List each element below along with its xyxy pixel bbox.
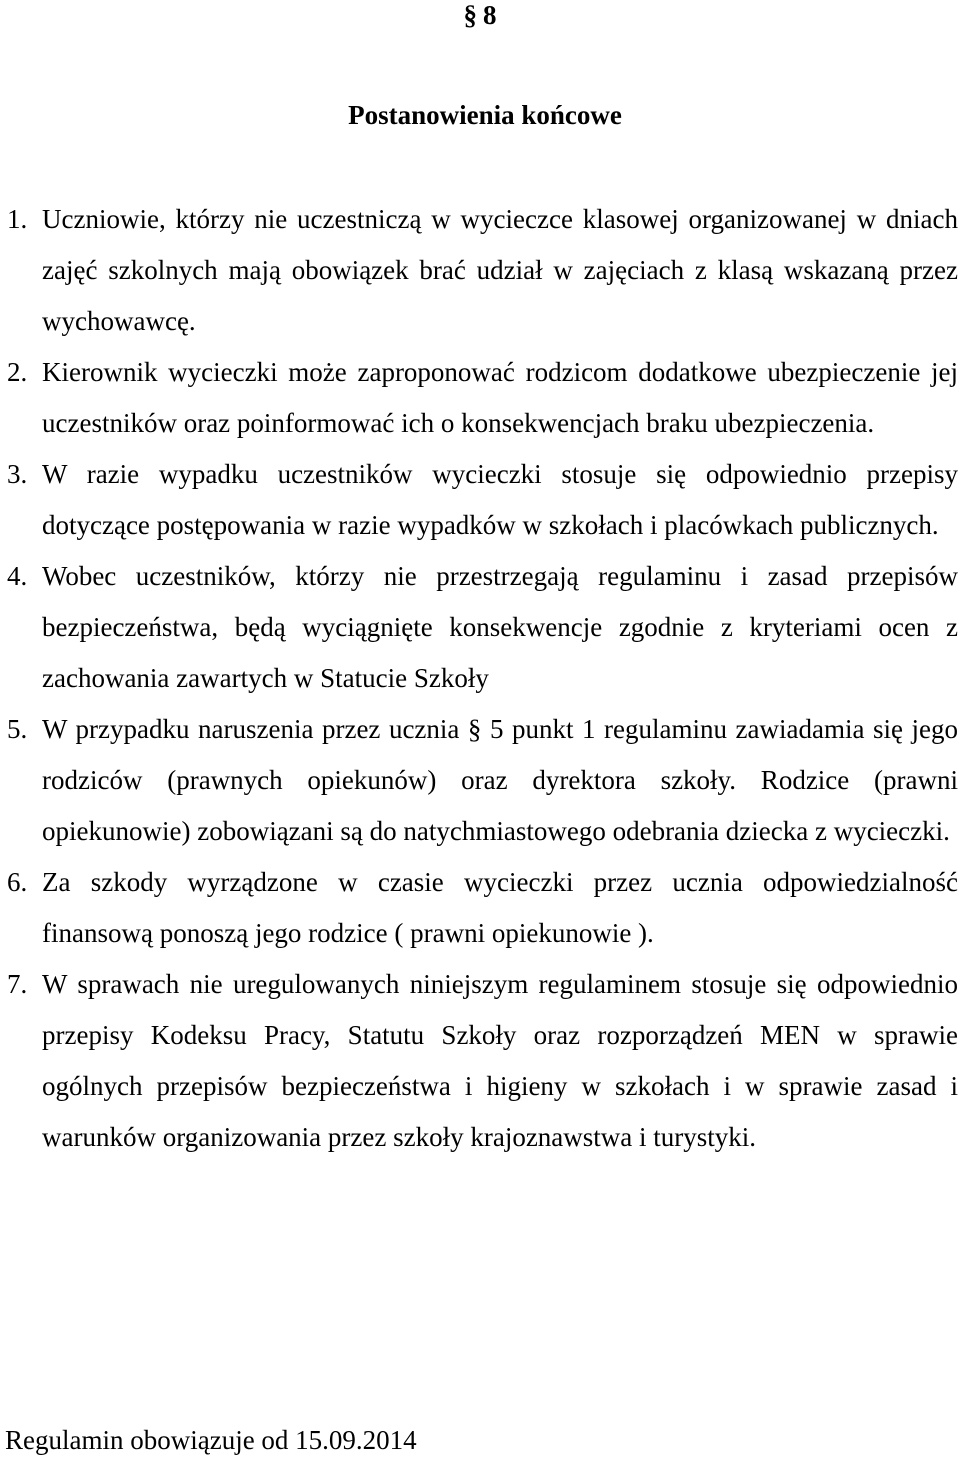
- item-text: Za szkody wyrządzone w czasie wycieczki przez ucznia odpowiedzialność finansową ponoszą jego rodzice ( prawni opiekunowie ).: [42, 867, 958, 948]
- list-item: [0, 857, 960, 959]
- item-text: W sprawach nie uregulowanych niniejszym regulaminem stosuje się odpowiednio przepisy Kodeksu Pracy, Statutu Szkoły oraz rozporządzeń MEN w sprawie ogólnych przepisów bezpieczeństwa i higieny w szkołach i w sprawie zasad i warunków organizowania przez szkoły krajoznawstwa i turystyki.: [42, 969, 958, 1152]
- provisions-list: [0, 194, 960, 1163]
- page-title: Postanowienia końcowe: [348, 100, 622, 130]
- item-number: 4.: [7, 561, 28, 591]
- section-sign: §: [463, 0, 477, 30]
- section-number-value: 8: [483, 0, 497, 30]
- list-item: [0, 959, 960, 1163]
- item-text: W razie wypadku uczestników wycieczki stosuje się odpowiednio przepisy dotyczące postępowania w razie wypadków w szkołach i placówkach publicznych.: [42, 459, 958, 540]
- item-number: 1.: [7, 204, 28, 234]
- effective-date-footer: Regulamin obowiązuje od 15.09.2014: [5, 1425, 417, 1455]
- list-item: [0, 347, 960, 449]
- item-text: Kierownik wycieczki może zaproponować rodzicom dodatkowe ubezpieczenie jej uczestników oraz poinformować ich o konsekwencjach braku ubezpieczenia.: [42, 357, 958, 438]
- item-number: 2.: [7, 357, 28, 387]
- item-text: W przypadku naruszenia przez ucznia § 5 punkt 1 regulaminu zawiadamia się jego rodziców (prawnych opiekunów) oraz dyrektora szkoły. Rodzice (prawni opiekunowie) zobowiązani są do natychmiastowego odebrania dziecka z wycieczki.: [42, 714, 958, 846]
- item-text: Wobec uczestników, którzy nie przestrzegają regulaminu i zasad przepisów bezpieczeństwa, będą wyciągnięte konsekwencje zgodnie z kryteriami ocen z zachowania zawartych w Statucie Szkoły: [42, 561, 958, 693]
- item-number: 3.: [7, 459, 28, 489]
- list-item: [0, 704, 960, 857]
- item-number: 7.: [7, 969, 28, 999]
- list-item: [0, 551, 960, 704]
- item-number: 5.: [7, 714, 28, 744]
- item-number: 6.: [7, 867, 28, 897]
- section-number: [0, 0, 960, 30]
- list-item: [0, 449, 960, 551]
- item-text: Uczniowie, którzy nie uczestniczą w wycieczce klasowej organizowanej w dniach zajęć szkolnych mają obowiązek brać udział w zajęciach z klasą wskazaną przez wychowawcę.: [42, 204, 958, 336]
- list-item: [0, 194, 960, 347]
